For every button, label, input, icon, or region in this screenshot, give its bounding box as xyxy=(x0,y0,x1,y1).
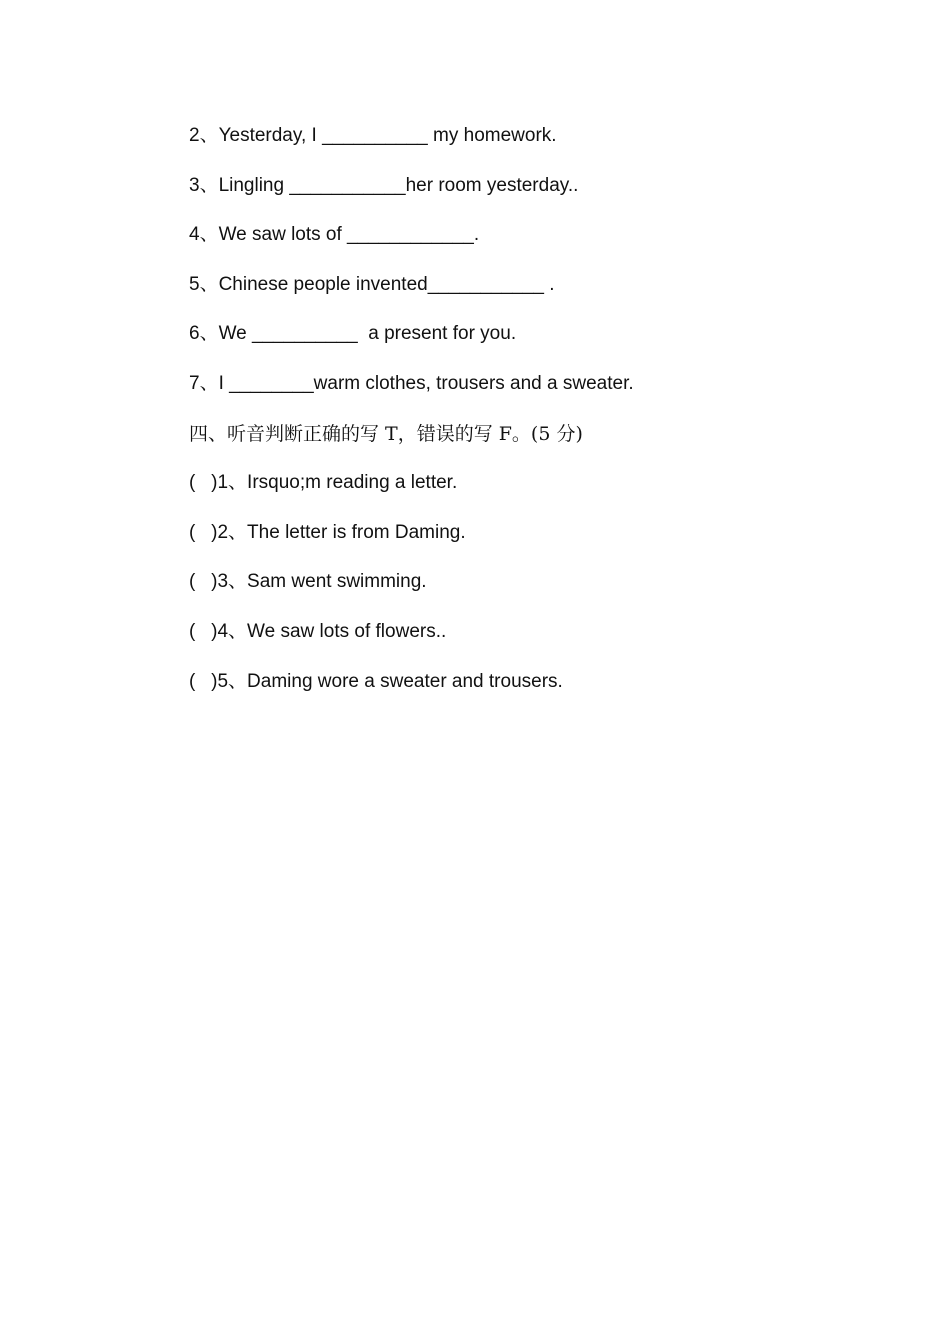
fill-blank-item-3: 3、Lingling ___________her room yesterday.. xyxy=(189,174,579,196)
fill-blank-item-7: 7、I ________warm clothes, trousers and a sweater. xyxy=(189,372,634,394)
fill-blank-item-2: 2、Yesterday, I __________ my homework. xyxy=(189,125,557,146)
judgement-item-5: ( )5、Daming wore a sweater and trousers. xyxy=(189,670,563,692)
judgement-item-1: ( )1、Irsquo;m reading a letter. xyxy=(189,472,458,494)
fill-blank-item-6: 6、We __________ a present for you. xyxy=(189,323,517,345)
fill-blank-item-4: 4、We saw lots of ____________. xyxy=(189,224,480,246)
section-four-heading: 四、听音判断正确的写 T，错误的写 F。(5 分) xyxy=(189,422,583,445)
judgement-item-2: ( )2、The letter is from Daming. xyxy=(189,521,466,543)
judgement-item-4: ( )4、We saw lots of flowers.. xyxy=(189,620,447,642)
fill-blank-item-5: 5、Chinese people invented___________ . xyxy=(189,273,555,295)
worksheet-content xyxy=(189,121,829,716)
judgement-item-3: ( )3、Sam went swimming. xyxy=(189,571,427,593)
